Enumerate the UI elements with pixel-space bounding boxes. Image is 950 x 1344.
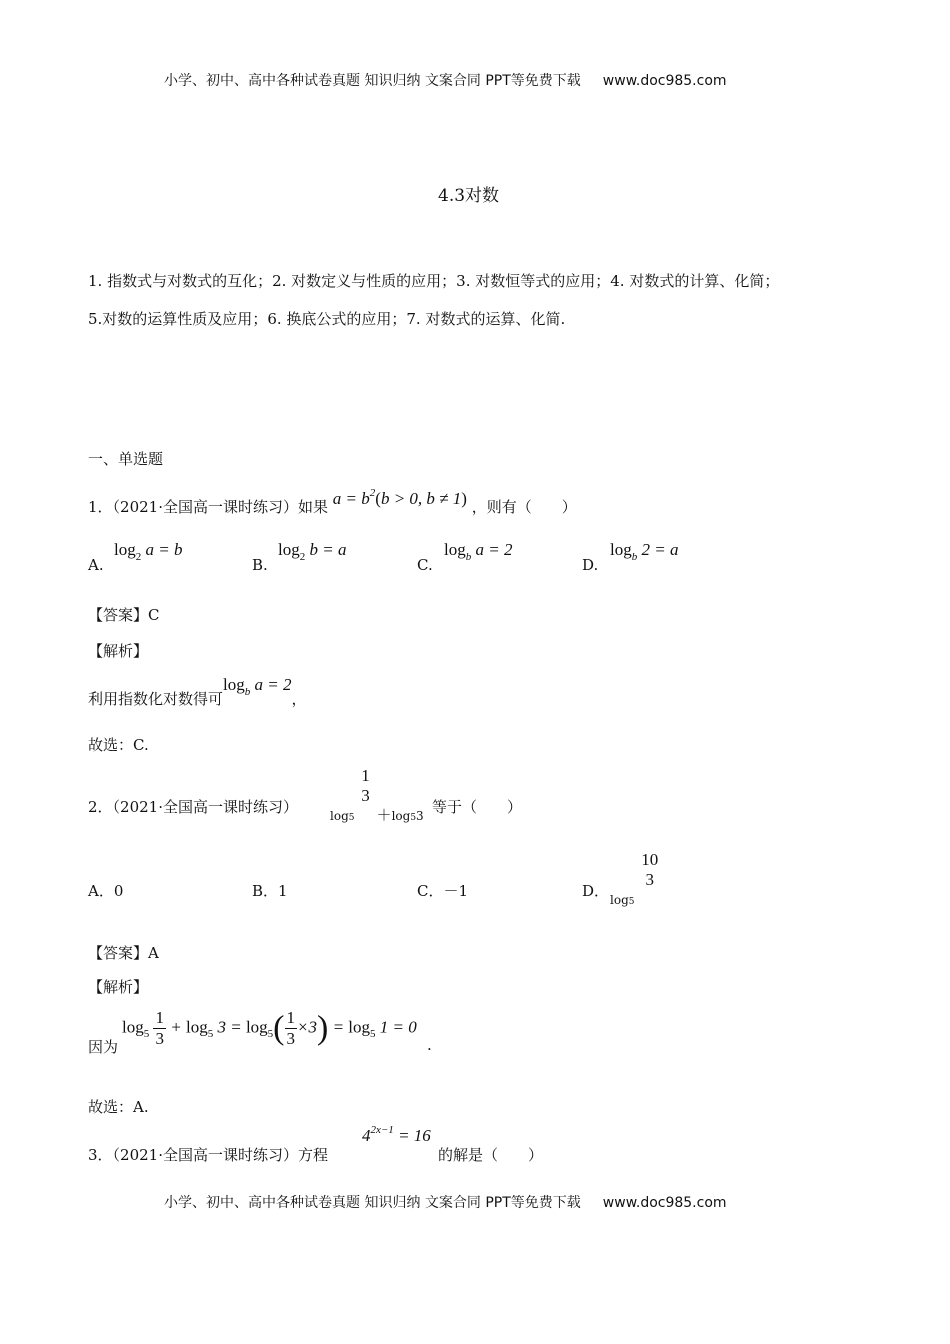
footer-site: www.doc985.com xyxy=(602,1195,727,1211)
q2-answer: 【答案】A xyxy=(88,944,159,962)
q1-option-a[interactable] xyxy=(88,556,104,574)
header-text: 小学、初中、高中各种试卷真题 知识归纳 文案合同 PPT等免费下载 xyxy=(164,73,581,89)
q1-option-a-formula: $\log_2 a = b$ xyxy=(114,540,183,563)
q2-stem-prefix: 2．（2021·全国高一课时练习） xyxy=(88,798,298,816)
page-title: 4.3对数 xyxy=(438,186,500,206)
q1-option-b-formula: $\log_2 b = a$ xyxy=(278,540,347,563)
page-header xyxy=(164,70,727,90)
header-site: www.doc985.com xyxy=(602,73,727,89)
q1-prefix: 1．（2021·全国高一课时练习）如果 xyxy=(88,498,328,516)
q2-conclusion: 故选：A. xyxy=(88,1098,149,1116)
q1-analysis-label: 【解析】 xyxy=(88,642,149,660)
q1-solution xyxy=(88,675,307,709)
q2-solution-prefix: 因为 xyxy=(88,1038,119,1056)
q1-option-b[interactable] xyxy=(252,556,268,574)
q3-stem-prefix: 3．（2021·全国高一课时练习）方程 xyxy=(88,1146,328,1164)
q1-option-d[interactable] xyxy=(582,556,598,574)
q1-option-c-label: C. xyxy=(417,556,433,574)
footer-text: 小学、初中、高中各种试卷真题 知识归纳 文案合同 PPT等免费下载 xyxy=(164,1195,581,1211)
q1-solution-suffix: ， xyxy=(291,690,307,708)
q1-option-b-label: B. xyxy=(252,556,268,574)
q1-conclusion: 故选：C. xyxy=(88,736,149,754)
q1-condition-formula: $a = b^2(b > 0$, b ≠ 1) xyxy=(332,487,467,508)
q2-stem-suffix: 等于（ ） xyxy=(432,798,523,816)
q1-option-c[interactable] xyxy=(417,556,433,574)
topics-line-2: 5.对数的运算性质及应用；6. 换底公式的应用；7. 对数式的运算、化简. xyxy=(88,310,566,328)
q2-option-d[interactable] xyxy=(582,880,609,901)
q1-suffix: ，则有（ ） xyxy=(471,498,577,516)
page-footer xyxy=(164,1192,727,1212)
q2-solution-suffix: . xyxy=(427,1036,432,1054)
q2-option-c[interactable]: C．－1 xyxy=(417,882,469,900)
q3-stem-suffix: 的解是（ ） xyxy=(438,1146,544,1164)
q2-option-d-label: D． xyxy=(582,882,610,900)
q1-option-d-formula: $\log_b 2 = a$ xyxy=(610,540,679,563)
q1-solution-prefix: 利用指数化对数得可 xyxy=(88,690,224,708)
q2-option-d-formula: $_{log5}$ 10 3 xyxy=(610,850,659,907)
q1-option-a-label: A. xyxy=(88,556,104,574)
q1-answer: 【答案】C xyxy=(88,606,160,624)
q1-option-d-label: D. xyxy=(582,556,599,574)
q3-equation: $4^{2x-1} = 16$ xyxy=(362,1124,431,1145)
q2-option-a[interactable]: A．0 xyxy=(88,882,124,900)
q1-solution-formula: $\log_b a = 2$ xyxy=(223,675,292,698)
q2-expression: $_{log5}$ 1 3 ＋log53 xyxy=(330,766,424,824)
q1-stem xyxy=(88,487,577,517)
q2-solution-formula: $\log_5$ $\frac{1}{3}$ + $\log_5 3 = \log_5$( $\frac{1}{3}$ $\times 3) = \log_5 1 = 0$ xyxy=(122,1008,417,1048)
topics-line-1: 1. 指数式与对数式的互化；2. 对数定义与性质的应用；3. 对数恒等式的应用；4. 对数式的计算、化简； xyxy=(88,272,780,290)
q1-option-c-formula: $\log_b a = 2$ xyxy=(444,540,513,563)
q2-option-b[interactable]: B．1 xyxy=(252,882,288,900)
q2-analysis-label: 【解析】 xyxy=(88,978,149,996)
section-heading: 一、单选题 xyxy=(88,450,164,468)
